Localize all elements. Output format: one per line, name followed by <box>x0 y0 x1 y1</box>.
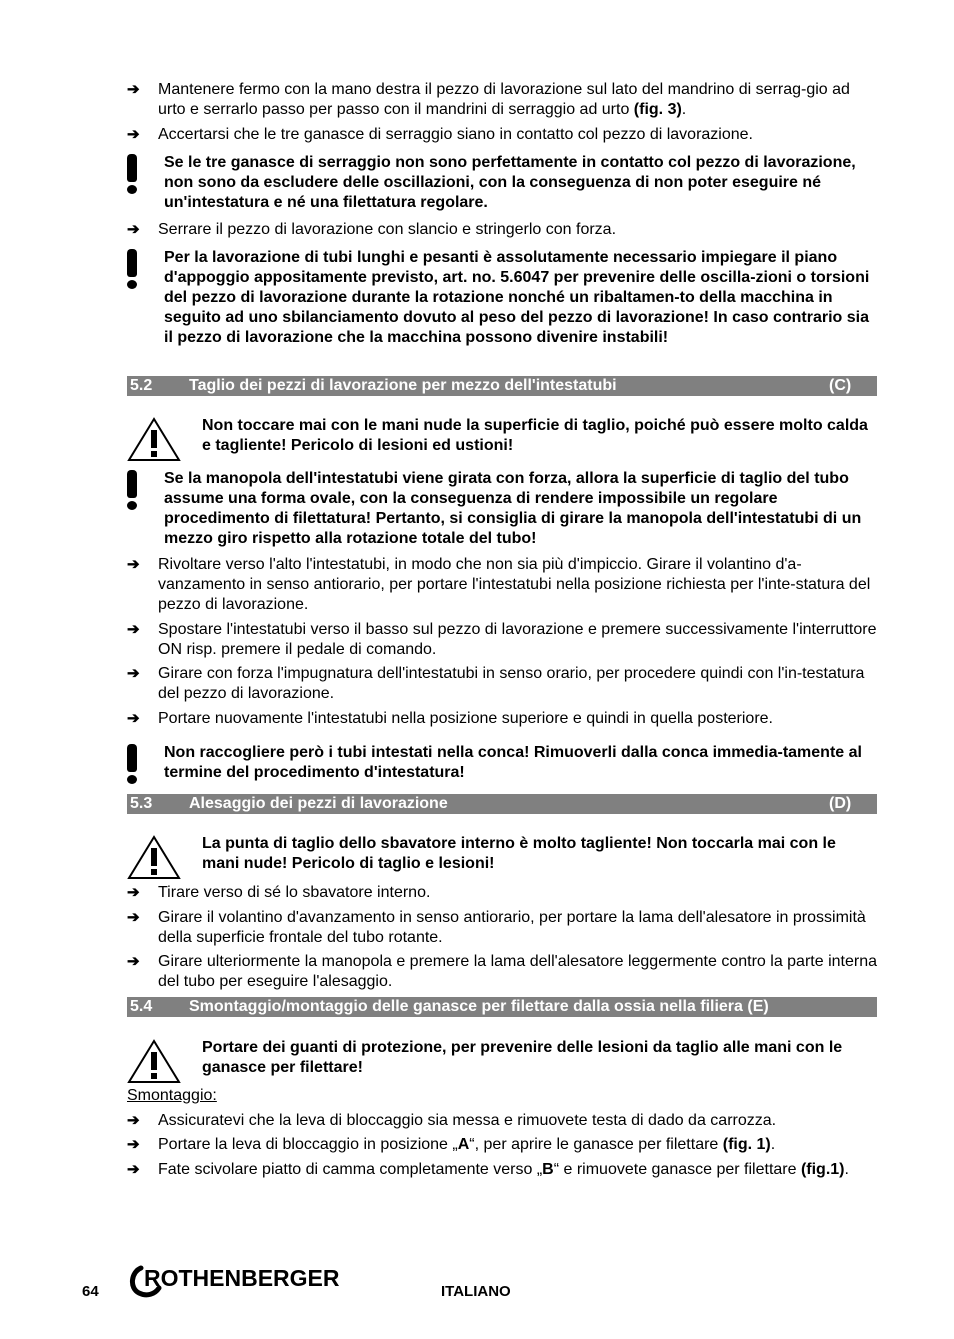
section-heading-5-4 <box>127 997 877 1017</box>
arrow-icon: ➔ <box>127 621 140 638</box>
warning-text: La punta di taglio dello sbavatore interno è molto tagliente! Non toccarla mai con le mani nude! Pericolo di taglio e lesioni! <box>202 835 836 872</box>
arrow-icon: ➔ <box>127 884 140 901</box>
bullet-text: Serrare il pezzo di lavorazione con slancio e stringerlo con forza. <box>158 221 617 238</box>
subheading-smontaggio: Smontaggio: <box>127 1087 217 1104</box>
warning-block <box>127 834 877 886</box>
warning-triangle-icon <box>127 834 202 886</box>
language-label: ITALIANO <box>441 1283 511 1300</box>
section-title: Taglio dei pezzi di lavorazione per mezzo dell'intestatubi <box>189 377 617 394</box>
arrow-icon: ➔ <box>127 909 140 926</box>
note-block <box>127 469 877 549</box>
arrow-icon: ➔ <box>127 953 140 970</box>
bullet-step <box>127 664 877 704</box>
brand-name: ROTHENBERGER <box>144 1265 340 1291</box>
note-block <box>127 743 877 783</box>
bullet-step <box>127 125 877 145</box>
bullet-text: Tirare verso di sé lo sbavatore interno. <box>158 884 431 901</box>
note-text: Non raccogliere però i tubi intestati nella conca! Rimuoverli dalla conca immedia-tamente al termine del procedimento d'intestatura! <box>164 744 862 781</box>
warning-block <box>127 1038 877 1090</box>
bullet-step <box>127 80 877 120</box>
arrow-icon: ➔ <box>127 1112 140 1129</box>
warning-block <box>127 416 877 468</box>
warning-text: Portare dei guanti di protezione, per prevenire delle lesioni da taglio alle mani con le ganasce per filettare! <box>202 1039 843 1076</box>
section-number: 5.2 <box>130 377 153 394</box>
note-block <box>127 248 877 348</box>
section-title: Smontaggio/montaggio delle ganasce per filettare dalla ossia nella filiera (E) <box>189 998 769 1015</box>
bullet-text: Girare con forza l'impugnatura dell'intestatubi in senso orario, per procedere quindi con l'in-testatura del pezzo di lavorazione. <box>158 665 865 702</box>
arrow-icon: ➔ <box>127 1136 140 1153</box>
warning-text: Non toccare mai con le mani nude la superficie di taglio, poiché può essere molto calda e tagliente! Pericolo di lesioni ed ustioni! <box>202 417 868 454</box>
bullet-text: Spostare l'intestatubi verso il basso sul pezzo di lavorazione e premere successivamente l'interruttore ON risp. premere il pedale di comando. <box>158 621 877 658</box>
bullet-step <box>127 908 877 948</box>
exclamation-icon <box>127 469 164 549</box>
section-number: 5.3 <box>130 795 153 812</box>
note-text: Per la lavorazione di tubi lunghi e pesanti è assolutamente necessario impiegare il piano d'appoggio appositamente previsto, art. no. 5.6047 per prevenire delle oscilla-zioni o torsioni del pezzo di lavorazione durante la rotazione nonché un ribaltamen-to della macchina in seguito ad uno sbilanciamento dovuto al peso del pezzo di lavorazione! In caso contrario sia il pezzo di lavorazione che la macchina possono divenire instabili! <box>164 249 870 346</box>
note-text: Se la manopola dell'intestatubi viene girata con forza, allora la superficie di taglio del tubo assume una forma ovale, con la conseguenza di rendere impossibile un regolare procedimento di filettatura! Pertanto, si consiglia di girare la manopola dell'intestatubi di un mezzo giro rispetto alla rotazione totale del tubo! <box>164 470 862 547</box>
bullet-text: Girare il volantino d'avanzamento in senso antiorario, per portare la lama dell'alesatore in prossimità della superficie frontale del tubo rotante. <box>158 909 866 946</box>
bullet-step <box>127 952 877 992</box>
bullet-step <box>127 220 877 240</box>
arrow-icon: ➔ <box>127 1161 140 1178</box>
bullet-step <box>127 883 877 903</box>
warning-triangle-icon <box>127 416 202 468</box>
exclamation-icon <box>127 153 164 213</box>
bullet-text: Girare ulteriormente la manopola e premere la lama dell'alesatore leggermente contro la parte interna del tubo per eseguire l'alesaggio. <box>158 953 877 990</box>
page-number: 64 <box>82 1283 99 1300</box>
note-text: Se le tre ganasce di serraggio non sono perfettamente in contatto col pezzo di lavorazione, non sono da escludere delle oscillazioni, con la conseguenza di non poter eseguire né un'intestatura e né una filettatura regolare. <box>164 154 856 211</box>
arrow-icon: ➔ <box>127 556 140 573</box>
section-title: Alesaggio dei pezzi di lavorazione <box>189 795 448 812</box>
section-figure-ref: (C) <box>829 377 852 394</box>
exclamation-icon <box>127 248 164 348</box>
bullet-step <box>127 1160 877 1180</box>
bullet-text: Rivoltare verso l'alto l'intestatubi, in modo che non sia più d'impiccio. Girare il volantino d'a-vanzamento in senso antiorario, per portare l'intestatubi nella posizione richiesta per l'inte-statura del pezzo di lavorazione. <box>158 556 871 613</box>
arrow-icon: ➔ <box>127 710 140 727</box>
arrow-icon: ➔ <box>127 81 140 98</box>
bullet-step <box>127 709 877 729</box>
arrow-icon: ➔ <box>127 126 140 143</box>
bullet-text: Portare nuovamente l'intestatubi nella posizione superiore e quindi in quella posteriore. <box>158 710 773 727</box>
rothenberger-logo <box>127 1262 367 1298</box>
bullet-step <box>127 555 877 615</box>
exclamation-icon <box>127 743 164 783</box>
bullet-step <box>127 1135 877 1155</box>
bullet-text: Portare la leva di bloccaggio in posizione „A“, per aprire le ganasce per filettare (fig. 1). <box>158 1136 776 1153</box>
section-heading-5-2 <box>127 376 877 396</box>
section-figure-ref: (D) <box>829 795 852 812</box>
section-heading-5-3 <box>127 794 877 814</box>
section-number: 5.4 <box>130 998 153 1015</box>
bullet-text: Accertarsi che le tre ganasce di serraggio siano in contatto col pezzo di lavorazione. <box>158 126 753 143</box>
arrow-icon: ➔ <box>127 665 140 682</box>
warning-triangle-icon <box>127 1038 202 1090</box>
bullet-text: Fate scivolare piatto di camma completamente verso „B“ e rimuovete ganasce per filettare (fig.1). <box>158 1161 849 1178</box>
arrow-icon: ➔ <box>127 221 140 238</box>
bullet-step <box>127 1111 877 1131</box>
bullet-text: Mantenere fermo con la mano destra il pezzo di lavorazione sul lato del mandrino di serrag-gio ad urto e serrarlo passo per passo con il mandrini di serraggio ad urto (fig. 3). <box>158 81 850 118</box>
note-block <box>127 153 877 213</box>
bullet-text: Assicuratevi che la leva di bloccaggio sia messa e rimuovete testa di dado da carrozza. <box>158 1112 777 1129</box>
bullet-step <box>127 620 877 660</box>
